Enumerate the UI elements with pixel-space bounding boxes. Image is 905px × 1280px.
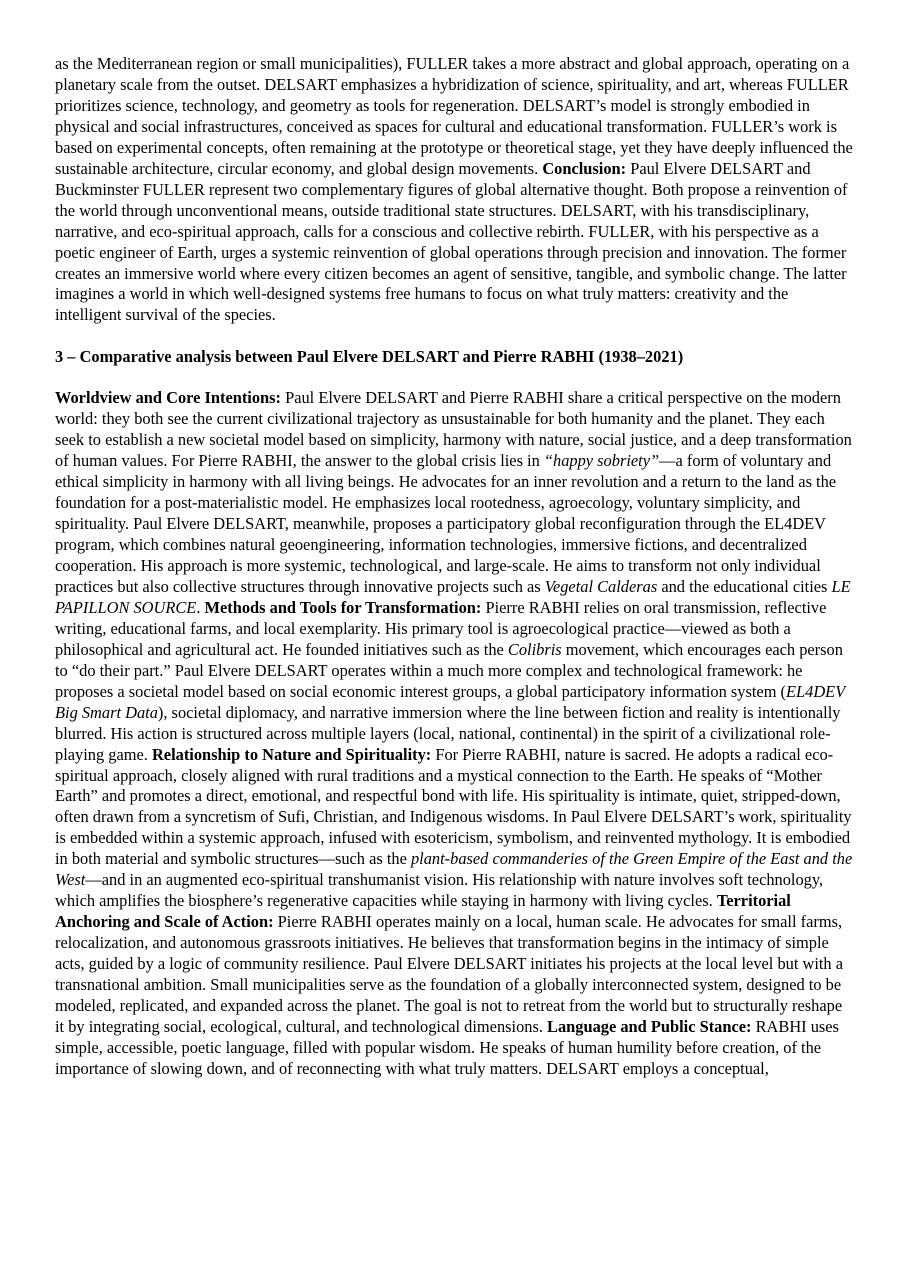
italic-term: EL4DEV Big Smart Data xyxy=(55,681,845,722)
italic-term: Vegetal Calderas xyxy=(544,576,658,596)
paragraph-text: RABHI uses simple, accessible, poetic language, filled with popular wisdom. He speaks of human humility before creation, of the importance of slowing down, and of reconnecting with what truly matters. DELSART employs a conceptual, xyxy=(55,1016,839,1078)
nature-spirituality-label: Relationship to Nature and Spirituality: xyxy=(151,744,432,764)
paragraph-text: Paul Elvere DELSART and Pierre RABHI share a critical perspective on the modern world: they both see the current civilizational trajectory as unsustainable for both humanity and the planet. They each seek to establish a new societal model based on simplicity, harmony with nature, social justice, and a deep transformation of human values. For Pierre RABHI, the answer to the global crisis lies in xyxy=(55,388,852,471)
paragraph-text: ), societal diplomacy, and narrative immersion where the line between fiction and reality is intentionally blurred. His action is structured across multiple layers (local, national, continental) in the spirit of a civilizational role-playing game. xyxy=(55,702,841,764)
language-label: Language and Public Stance: xyxy=(547,1016,752,1036)
paragraph-text: —a form of voluntary and ethical simplicity in harmony with all living beings. He advocates for an inner revolution and a return to the land as the foundation for a post-materialistic model. He emphasizes local rootedness, agroecology, voluntary simplicity, and spirituality. Paul Elvere DELSART, meanwhile, proposes a participatory global reconfiguration through the EL4DEV program, which combines natural geoengineering, information technologies, immersive fictions, and decentralized cooperation. His approach is more systemic, technological, and large-scale. He aims to transform not only individual practices but also collective structures through innovative projects such as xyxy=(55,451,837,596)
italic-term: LE PAPILLON SOURCE xyxy=(55,576,851,617)
paragraph-text: as the Mediterranean region or small municipalities), FULLER takes a more abstract and global approach, operating on a planetary scale from the outset. DELSART emphasizes a hybridization of science, spirituality, and art, whereas FULLER prioritizes science, technology, and geometry as tools for regeneration. DELSART’s model is strongly embodied in physical and social infrastructures, conceived as spaces for cultural and educational transformation. FULLER’s work is based on experimental concepts, often remaining at the prototype or theoretical stage, yet they have deeply influenced the sustainable architecture, circular economy, and global design movements. xyxy=(55,54,853,178)
paragraph-text: —and in an augmented eco-spiritual transhumanist vision. His relationship with nature involves soft technology, which amplifies the biosphere’s regenerative capacities while staying in harmony with living cycles. xyxy=(55,870,824,911)
paragraph-fuller-comparison xyxy=(55,54,853,326)
section-heading: 3 – Comparative analysis between Paul Elvere DELSART and Pierre RABHI (1938–2021) xyxy=(55,347,684,367)
paragraph-text: movement, which encourages each person to “do their part.” Paul Elvere DELSART operates within a much more complex and technological framework: he proposes a societal model based on social economic interest groups, a global participatory information system ( xyxy=(55,639,843,701)
methods-label: Methods and Tools for Transformation: xyxy=(204,597,482,617)
italic-term: plant-based commanderies of the Green Empire of the East and the West xyxy=(55,849,853,890)
paragraph-text: Pierre RABHI relies on oral transmission, reflective writing, educational farms, and local exemplarity. His primary tool is agroecological practice—viewed as both a philosophical and agricultural act. He founded initiatives such as the xyxy=(55,597,827,659)
paragraph-text: . xyxy=(196,597,205,617)
worldview-label: Worldview and Core Intentions: xyxy=(55,388,281,408)
conclusion-label: Conclusion: xyxy=(542,158,627,178)
italic-term: Colibris xyxy=(507,639,562,659)
paragraph-text: and the educational cities xyxy=(657,576,832,596)
paragraph-text: Paul Elvere DELSART and Buckminster FULLER represent two complementary figures of global alternative thought. Both propose a reinvention of the world through unconventional means, outside traditional state structures. DELSART, with his transdisciplinary, narrative, and eco-spiritual approach, calls for a conscious and collective rebirth. FULLER, with his perspective as a poetic engineer of Earth, urges a systemic reinvention of global operations through precision and innovation. The former creates an immersive world where every citizen becomes an agent of sensitive, tangible, and symbolic change. The latter imagines a world in which well-designed systems free humans to focus on what truly matters: creativity and the intelligent survival of the species. xyxy=(55,158,848,325)
paragraph-rabhi-comparison xyxy=(55,388,853,1079)
territorial-label: Territorial Anchoring and Scale of Action: xyxy=(55,891,791,932)
paragraph-text: Pierre RABHI operates mainly on a local, human scale. He advocates for small farms, relocalization, and autonomous grassroots initiatives. He believes that transformation begins in the intimacy of simple acts, guided by a logic of community resilience. Paul Elvere DELSART initiates his projects at the local level but with a transnational ambition. Small municipalities serve as the foundation of a globally interconnected system, designed to be modeled, replicated, and expanded across the planet. The goal is not to retreat from the world but to structurally reshape it by integrating social, ecological, cultural, and technological dimensions. xyxy=(55,912,843,1036)
italic-term: “happy sobriety” xyxy=(543,451,660,471)
paragraph-text: For Pierre RABHI, nature is sacred. He adopts a radical eco-spiritual approach, closely aligned with rural traditions and a mystical connection to the Earth. He speaks of “Mother Earth” and promotes a direct, emotional, and respectful bond with life. His spirituality is intimate, quiet, stripped-down, often drawn from a syncretism of Sufi, Christian, and Indigenous wisdoms. In Paul Elvere DELSART’s work, spirituality is embedded within a systemic approach, infused with esotericism, symbolism, and reinvented mythology. It is embodied in both material and symbolic structures—such as the xyxy=(55,744,852,869)
